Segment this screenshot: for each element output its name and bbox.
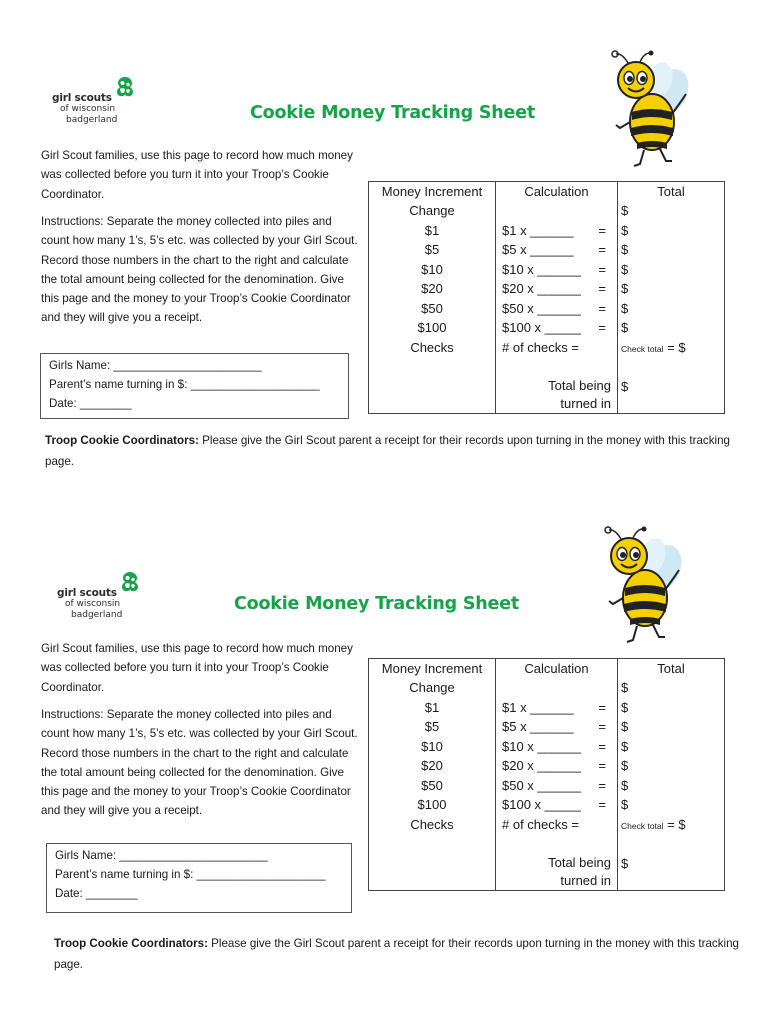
calc-text: $5 x ______ bbox=[502, 719, 574, 735]
check-total-label: Check total bbox=[621, 820, 664, 831]
header-money-increment: Money Increment bbox=[369, 659, 496, 679]
girls-name-field[interactable]: Girls Name: _______________________ bbox=[49, 359, 262, 372]
logo-line-2: of wisconsin bbox=[65, 599, 121, 609]
table-row bbox=[369, 795, 725, 815]
total-cell[interactable]: $ bbox=[618, 698, 725, 718]
increment-cell: $50 bbox=[369, 299, 496, 319]
calc-text: $1 x ______ bbox=[502, 222, 574, 238]
calc-text: $20 x ______ bbox=[502, 758, 581, 774]
checks-label: Checks bbox=[369, 815, 496, 835]
calc-equals: = bbox=[598, 281, 606, 297]
footer-bold: Troop Cookie Coordinators: bbox=[45, 434, 199, 447]
calc-equals: = bbox=[598, 300, 606, 316]
footer-text: Please give the Girl Scout parent a receipt for their records upon turning in the money with this tracking page. bbox=[54, 937, 739, 971]
intro-text: Girl Scout families, use this page to record how much money was collected before you turn it into your Troop’s Cookie Coordinator. bbox=[41, 642, 353, 694]
calculation-cell[interactable] bbox=[496, 776, 618, 796]
increment-cell: Change bbox=[369, 678, 496, 698]
checks-calc-text: # of checks = bbox=[502, 339, 579, 355]
total-label-line-2: turned in bbox=[560, 872, 611, 888]
increment-cell: $10 bbox=[369, 737, 496, 757]
total-cell[interactable]: $ bbox=[618, 717, 725, 737]
calc-equals: = bbox=[598, 758, 606, 774]
calc-equals: = bbox=[598, 719, 606, 735]
total-cell[interactable]: $ bbox=[618, 756, 725, 776]
table-row bbox=[369, 678, 725, 698]
calc-text: $20 x ______ bbox=[502, 281, 581, 297]
calc-equals: = bbox=[598, 222, 606, 238]
footer-note bbox=[54, 933, 744, 975]
increment-cell: $5 bbox=[369, 717, 496, 737]
increment-cell: $1 bbox=[369, 221, 496, 241]
total-cell[interactable]: $ bbox=[618, 221, 725, 241]
increment-cell: $20 bbox=[369, 279, 496, 299]
grand-total-cell[interactable]: $ bbox=[618, 854, 725, 891]
page-title: Cookie Money Tracking Sheet bbox=[250, 103, 536, 123]
check-total-equals: = $ bbox=[667, 816, 686, 832]
increment-cell: Change bbox=[369, 201, 496, 221]
calc-text: $50 x ______ bbox=[502, 300, 581, 316]
logo-line-3: badgerland bbox=[71, 610, 123, 620]
bee-mascot-icon bbox=[597, 526, 689, 646]
calc-text: $10 x ______ bbox=[502, 261, 581, 277]
total-label-line-1: Total being bbox=[548, 377, 611, 393]
total-cell[interactable]: $ bbox=[618, 260, 725, 280]
total-cell[interactable]: $ bbox=[618, 795, 725, 815]
total-cell[interactable]: $ bbox=[618, 776, 725, 796]
calculation-cell[interactable] bbox=[496, 737, 618, 757]
total-cell[interactable]: $ bbox=[618, 201, 725, 221]
calc-text: $10 x ______ bbox=[502, 738, 581, 754]
calc-equals: = bbox=[598, 797, 606, 813]
increment-cell: $10 bbox=[369, 260, 496, 280]
total-cell[interactable]: $ bbox=[618, 299, 725, 319]
checks-calc-text: # of checks = bbox=[502, 816, 579, 832]
calculation-cell[interactable] bbox=[496, 795, 618, 815]
table-row bbox=[369, 717, 725, 737]
logo-line-3: badgerland bbox=[66, 115, 118, 125]
total-row bbox=[369, 854, 725, 891]
calculation-cell[interactable] bbox=[496, 756, 618, 776]
calc-equals: = bbox=[598, 699, 606, 715]
calc-equals: = bbox=[598, 777, 606, 793]
logo-line-2: of wisconsin bbox=[60, 104, 116, 114]
increment-cell: $5 bbox=[369, 240, 496, 260]
girls-name-field[interactable]: Girls Name: _______________________ bbox=[55, 849, 268, 862]
grand-total-cell[interactable]: $ bbox=[618, 377, 725, 414]
increment-cell: $1 bbox=[369, 698, 496, 718]
calculation-cell[interactable] bbox=[496, 698, 618, 718]
increment-cell: $50 bbox=[369, 776, 496, 796]
calculation-cell[interactable] bbox=[496, 678, 618, 698]
check-total-cell[interactable] bbox=[618, 815, 725, 835]
table-row bbox=[369, 737, 725, 757]
money-tracking-table bbox=[368, 658, 725, 891]
parent-name-field[interactable]: Parent’s name turning in $: ____________________ bbox=[55, 868, 326, 881]
calc-equals: = bbox=[598, 261, 606, 277]
parent-name-field[interactable]: Parent’s name turning in $: ____________________ bbox=[49, 378, 320, 391]
total-cell[interactable]: $ bbox=[618, 279, 725, 299]
total-cell[interactable]: $ bbox=[618, 678, 725, 698]
calc-text: $50 x ______ bbox=[502, 777, 581, 793]
header-total: Total bbox=[618, 659, 725, 679]
total-cell[interactable]: $ bbox=[618, 318, 725, 338]
checks-calc[interactable] bbox=[496, 815, 618, 835]
total-label-line-1: Total being bbox=[548, 854, 611, 870]
calc-text: $5 x ______ bbox=[502, 242, 574, 258]
checks-label: Checks bbox=[369, 338, 496, 358]
increment-cell: $100 bbox=[369, 318, 496, 338]
total-label-line-2: turned in bbox=[560, 395, 611, 411]
check-total-label: Check total bbox=[621, 343, 664, 354]
increment-cell: $20 bbox=[369, 756, 496, 776]
calc-text: $100 x _____ bbox=[502, 797, 581, 813]
calc-equals: = bbox=[598, 242, 606, 258]
girl-info-box bbox=[46, 843, 352, 913]
header-calculation: Calculation bbox=[496, 659, 618, 679]
footer-bold: Troop Cookie Coordinators: bbox=[54, 937, 208, 950]
date-field[interactable]: Date: ________ bbox=[55, 887, 138, 900]
intro-text: Girl Scout families, use this page to record how much money was collected before you turn it into your Troop’s Cookie Coordinator. bbox=[41, 149, 353, 201]
page-title: Cookie Money Tracking Sheet bbox=[234, 594, 520, 614]
header-money-increment: Money Increment bbox=[369, 182, 496, 202]
header-calculation: Calculation bbox=[496, 182, 618, 202]
logo-line-1: girl scouts bbox=[52, 92, 112, 104]
instructions-text: Instructions: Separate the money collected into piles and count how many 1’s, 5’s etc. was collected by your Girl Scout. Record those numbers in the chart to the right and calculate the total amount being collected for the denomination. Give this page and the money to your Troop’s Cookie Coordinator and they will give you a receipt. bbox=[41, 215, 358, 325]
total-cell[interactable]: $ bbox=[618, 737, 725, 757]
header-total: Total bbox=[618, 182, 725, 202]
calculation-cell[interactable] bbox=[496, 717, 618, 737]
calc-equals: = bbox=[598, 320, 606, 336]
table-row bbox=[369, 756, 725, 776]
table-row bbox=[369, 776, 725, 796]
calc-text: $1 x ______ bbox=[502, 699, 574, 715]
total-being-turned-in-label bbox=[496, 854, 618, 891]
check-total-equals: = $ bbox=[667, 339, 686, 355]
table-header-row bbox=[369, 659, 725, 679]
instructions-text: Instructions: Separate the money collected into piles and count how many 1’s, 5’s etc. was collected by your Girl Scout. Record those numbers in the chart to the right and calculate the total amount being collected for the denomination. Give this page and the money to your Troop’s Cookie Coordinator and they will give you a receipt. bbox=[41, 708, 358, 818]
date-field[interactable]: Date: ________ bbox=[49, 397, 132, 410]
checks-row bbox=[369, 815, 725, 835]
spacer-row bbox=[369, 834, 725, 854]
calc-text: $100 x _____ bbox=[502, 320, 581, 336]
logo-line-1: girl scouts bbox=[57, 587, 117, 599]
table-row bbox=[369, 698, 725, 718]
total-cell[interactable]: $ bbox=[618, 240, 725, 260]
increment-cell: $100 bbox=[369, 795, 496, 815]
calc-equals: = bbox=[598, 738, 606, 754]
footer-text: Please give the Girl Scout parent a receipt for their records upon turning in the money with this tracking page. bbox=[45, 434, 730, 468]
